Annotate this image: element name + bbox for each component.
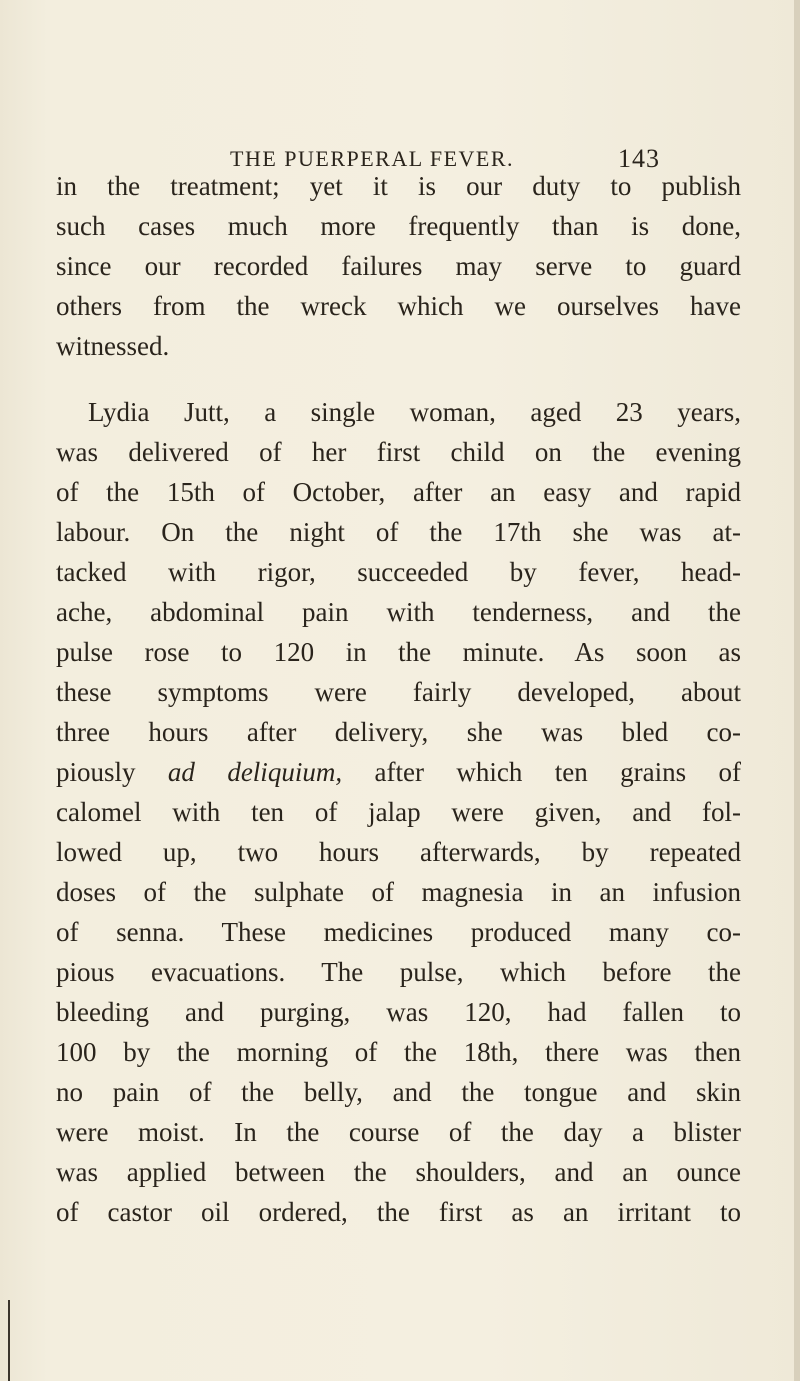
text-line: bleeding and purging, was 120, had fallen to [56, 997, 741, 1027]
text-line: labour. On the night of the 17th she was at- [56, 517, 741, 547]
text-line: tacked with rigor, succeeded by fever, head- [56, 557, 741, 587]
text-line: pious evacuations. The pulse, which before the [56, 957, 741, 987]
running-title: THE PUERPERAL FEVER. [230, 146, 515, 171]
text-line: others from the wreck which we ourselves have [56, 291, 741, 321]
text-line: 100 by the morning of the 18th, there was then [56, 1037, 741, 1067]
text-line: of the 15th of October, after an easy and rapid [56, 477, 741, 507]
text-line: since our recorded failures may serve to guard [56, 251, 741, 281]
text-line: calomel with ten of jalap were given, and fol- [56, 797, 741, 827]
text-line: doses of the sulphate of magnesia in an infusion [56, 877, 741, 907]
text-line: witnessed. [56, 331, 170, 361]
text-line: was delivered of her first child on the evening [56, 437, 741, 467]
text-line: was applied between the shoulders, and an ounce [56, 1157, 741, 1187]
margin-rule [8, 1300, 10, 1381]
text-line: lowed up, two hours afterwards, by repeated [56, 837, 741, 867]
text-line: in the treatment; yet it is our duty to publish [56, 171, 741, 201]
text-run: after which ten grains of [342, 757, 741, 787]
text-line-with-italic [56, 752, 741, 792]
paragraph-first-line: Lydia Jutt, a single woman, aged 23 years, [88, 397, 741, 427]
text-line: pulse rose to 120 in the minute. As soon as [56, 637, 741, 667]
text-line: of senna. These medicines produced many co- [56, 917, 741, 947]
text-line: of castor oil ordered, the first as an irritant to [56, 1197, 741, 1227]
text-line: ache, abdominal pain with tenderness, and the [56, 597, 741, 627]
text-line: such cases much more frequently than is done, [56, 211, 741, 241]
text-run: piously [56, 757, 168, 787]
page-edge [794, 0, 800, 1381]
text-line: were moist. In the course of the day a blister [56, 1117, 741, 1147]
text-line: three hours after delivery, she was bled co- [56, 717, 741, 747]
italic-phrase: ad deliquium, [167, 757, 343, 787]
text-line: no pain of the belly, and the tongue and skin [56, 1077, 741, 1107]
text-line: these symptoms were fairly developed, about [56, 677, 741, 707]
page-number: 143 [618, 144, 660, 173]
